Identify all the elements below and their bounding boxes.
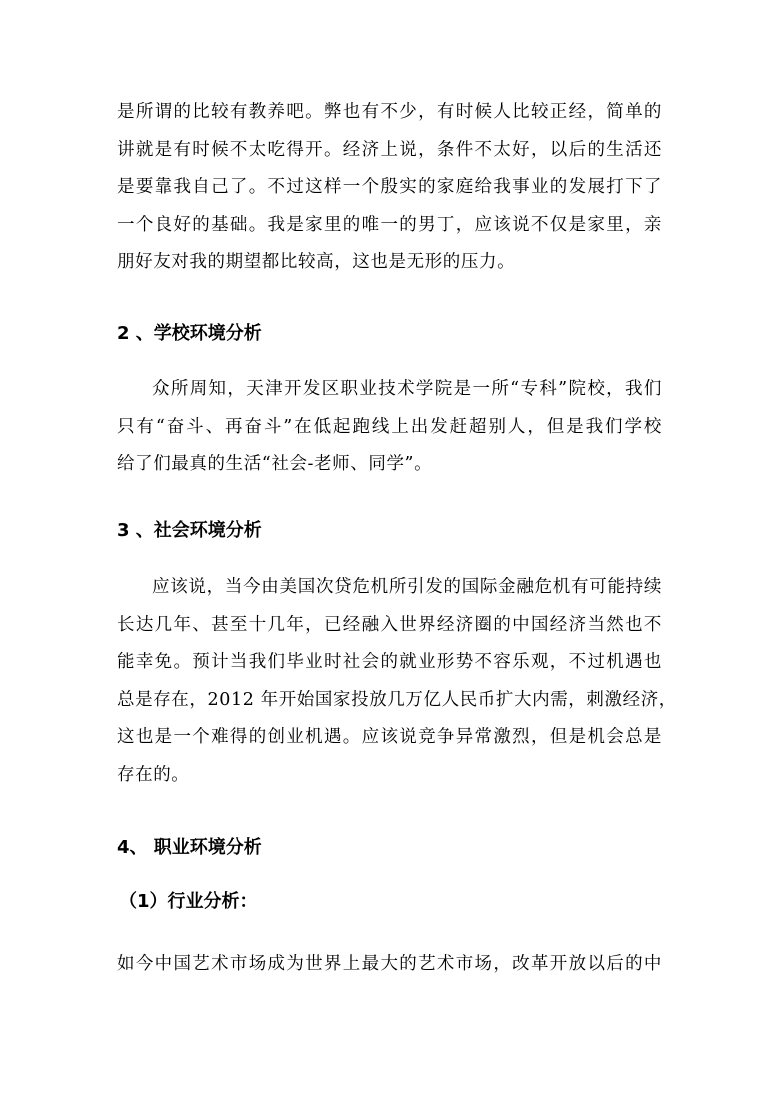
text-line: 讲就是有时候不太吃得开。经济上说，条件不太好，以后的生活还 [117,139,662,160]
text-line: 如今中国艺术市场成为世界上最大的艺术市场，改革开放以后的中 [117,954,662,974]
subheading-industry-analysis: （1）行业分析： [119,891,258,912]
text-line: 是要靠我自己了。不过这样一个殷实的家庭给我事业的发展打下了 [117,177,662,197]
heading-career-environment: 4、 职业环境分析 [117,837,262,858]
text-line: 朋好友对我的期望都比较高，这也是无形的压力。 [117,252,516,272]
paragraph-social-environment [117,569,677,794]
paragraph-school-environment [117,371,662,484]
text-line: 存在的。 [117,764,190,785]
paragraph-industry-analysis [117,946,662,984]
text-line: 只有“奋斗、再奋斗”在低起跑线上出发赶超别人，但是我们学校 [117,416,662,437]
text-line: 给了们最真的生活“社会-老师、同学”。 [117,454,433,474]
text-line: 总是存在，2012 年开始国家投放几万亿人民币扩大内需，刺激经济， [117,689,677,710]
heading-school-environment: 2 、学校环境分析 [117,323,262,344]
text-line: 长达几年、甚至十几年，已经融入世界经济圈的中国经济当然也不 [117,614,662,635]
text-line: 能幸免。预计当我们毕业时社会的就业形势不容乐观，不过机遇也 [117,652,662,672]
text-line: 一个良好的基础。我是家里的唯一的男丁，应该说不仅是家里，亲 [117,214,662,235]
text-line: 应该说，当今由美国次贷危机所引发的国际金融危机有可能持续 [152,577,662,597]
text-line: 众所周知，天津开发区职业技术学院是一所“专科”院校，我们 [152,379,662,399]
paragraph-family-environment [117,94,662,282]
text-line: 这也是一个难得的创业机遇。应该说竞争异常激烈，但是机会总是 [117,727,662,747]
heading-social-environment: 3 、社会环境分析 [117,520,262,541]
text-line: 是所谓的比较有教养吧。弊也有不少，有时候人比较正经，简单的 [117,102,662,122]
